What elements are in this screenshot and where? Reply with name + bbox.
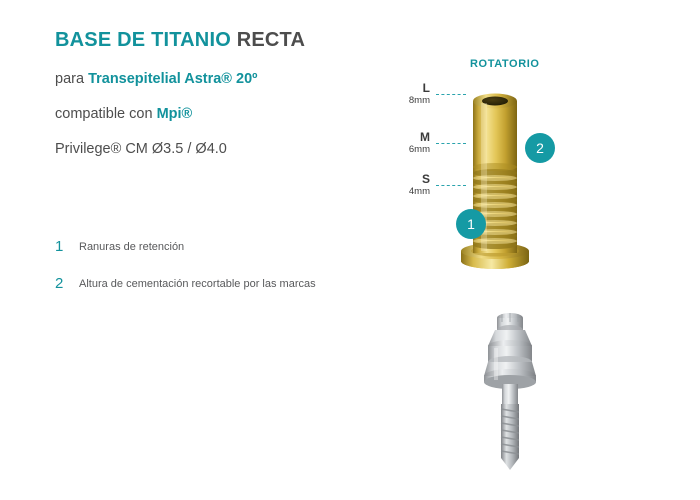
measurement-value: 6mm [408,144,430,156]
measurement-letter: L [422,81,430,95]
legend-item-number: 1 [55,238,64,255]
legend-item-label: Altura de cementación recortable por las marcas [79,277,316,290]
legend-item [55,275,355,294]
page-title-main: BASE DE TITANIO [55,29,231,51]
measurement-label-l [378,82,430,108]
figure-area [370,0,700,500]
legend-list [55,238,355,312]
description-line-2 [55,105,375,124]
measurement-value: 8mm [408,95,430,107]
description-line-1 [55,70,375,89]
measurement-label-s [378,173,430,199]
legend-item [55,238,355,257]
description-line-2-prefix: compatible con [55,105,157,122]
page-title-sub: RECTA [236,29,306,51]
measurement-letter: S [421,172,430,186]
page-title [55,28,375,52]
rotatorio-label: ROTATORIO [470,58,540,70]
titanium-base-gold-illustration [450,75,580,275]
description-line-1-prefix: para [55,71,89,87]
text-column [55,28,375,175]
titanium-base-silver-illustration [460,300,570,480]
callout-badge-1: 1 [456,209,486,239]
callout-badge-2: 2 [525,133,555,163]
description-line-2-accent: Mpi® [156,105,193,122]
measurement-letter: M [420,130,430,144]
description-line-3: Privilege® CM Ø3.5 / Ø4.0 [55,140,227,157]
measurement-label-m [378,131,430,157]
description-line-1-accent: Transepitelial Astra® 20º [88,71,258,87]
legend-item-number: 2 [55,274,64,292]
legend-item-label: Ranuras de retención [79,241,185,253]
measurement-value: 4mm [408,186,430,198]
